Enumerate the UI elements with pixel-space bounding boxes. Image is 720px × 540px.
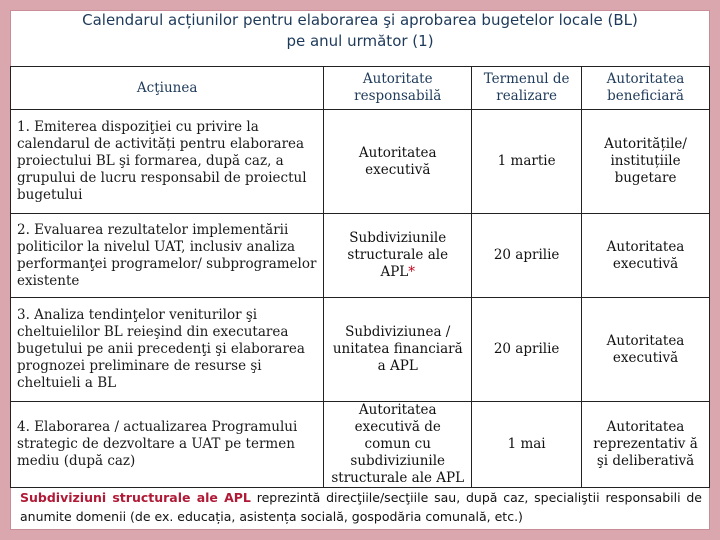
row-action: 3. Analiza tendinţelor veniturilor şi cheltuielilor BL reieşind din executarea bugetului pe anii precedenţi şi elaborarea prognozei preliminare de resurse şi cheltuieli a BL xyxy=(11,298,324,402)
row-deadline: 20 aprilie xyxy=(472,298,582,402)
row-deadline: 20 aprilie xyxy=(472,214,582,298)
row-action: 4. Elaborarea / actualizarea Programului strategic de dezvoltare a UAT pe termen mediu (după caz) xyxy=(11,402,324,488)
row-beneficiary: Autoritatea reprezentativ ă şi deliberativă xyxy=(582,402,710,488)
row-deadline: 1 mai xyxy=(472,402,582,488)
row-action: 2. Evaluarea rezultatelor implementării politicilor la nivelul UAT, inclusiv analiza performanţei programelor/ subprogramelor existente xyxy=(11,214,324,298)
header-authority: Autoritate responsabilă xyxy=(324,67,472,110)
footnote xyxy=(20,488,702,526)
calendar-table xyxy=(10,66,710,488)
header-deadline: Termenul de realizare xyxy=(472,67,582,110)
title-line-2: pe anul următor (1) xyxy=(286,32,434,50)
row-beneficiary: Autoritatea executivă xyxy=(582,298,710,402)
table-row xyxy=(11,110,710,214)
header-action: Acţiunea xyxy=(11,67,324,110)
header-beneficiary: Autoritatea beneficiară xyxy=(582,67,710,110)
row-authority xyxy=(324,214,472,298)
table-row xyxy=(11,402,710,488)
footnote-text: reprezintă direcţiile/secţiile sau, după caz, specialiştii responsabili de anumite domenii (de ex. educația, asistența socială, gospodăria comunală, etc.) xyxy=(20,490,702,524)
table-row xyxy=(11,214,710,298)
row-beneficiary: Autoritatea executivă xyxy=(582,214,710,298)
row-authority xyxy=(324,298,472,402)
title-line-1: Calendarul acțiunilor pentru elaborarea şi aprobarea bugetelor locale (BL) xyxy=(82,11,638,29)
authority-mark: * xyxy=(408,264,416,280)
row-authority xyxy=(324,402,472,488)
row-action: 1. Emiterea dispoziţiei cu privire la calendarul de activități pentru elaborarea proiectului BL şi formarea, după caz, a grupului de lucru responsabil de proiectul bugetului xyxy=(11,110,324,214)
authority-text: Autoritatea executivă xyxy=(358,144,437,178)
table-header-row xyxy=(11,67,710,110)
footnote-term: Subdiviziuni structurale ale APL xyxy=(20,490,251,505)
authority-text: Autoritatea executivă de comun cu subdiviziunile structurale ale APL xyxy=(331,402,465,486)
row-deadline: 1 martie xyxy=(472,110,582,214)
table-row xyxy=(11,298,710,402)
authority-text: Subdiviziunile structurale ale APL xyxy=(347,230,449,280)
authority-text: Subdiviziunea / unitatea financiară a APL xyxy=(332,324,463,374)
row-authority xyxy=(324,110,472,214)
row-beneficiary: Autoritățile/ instituțiile bugetare xyxy=(582,110,710,214)
slide-title xyxy=(30,10,690,52)
